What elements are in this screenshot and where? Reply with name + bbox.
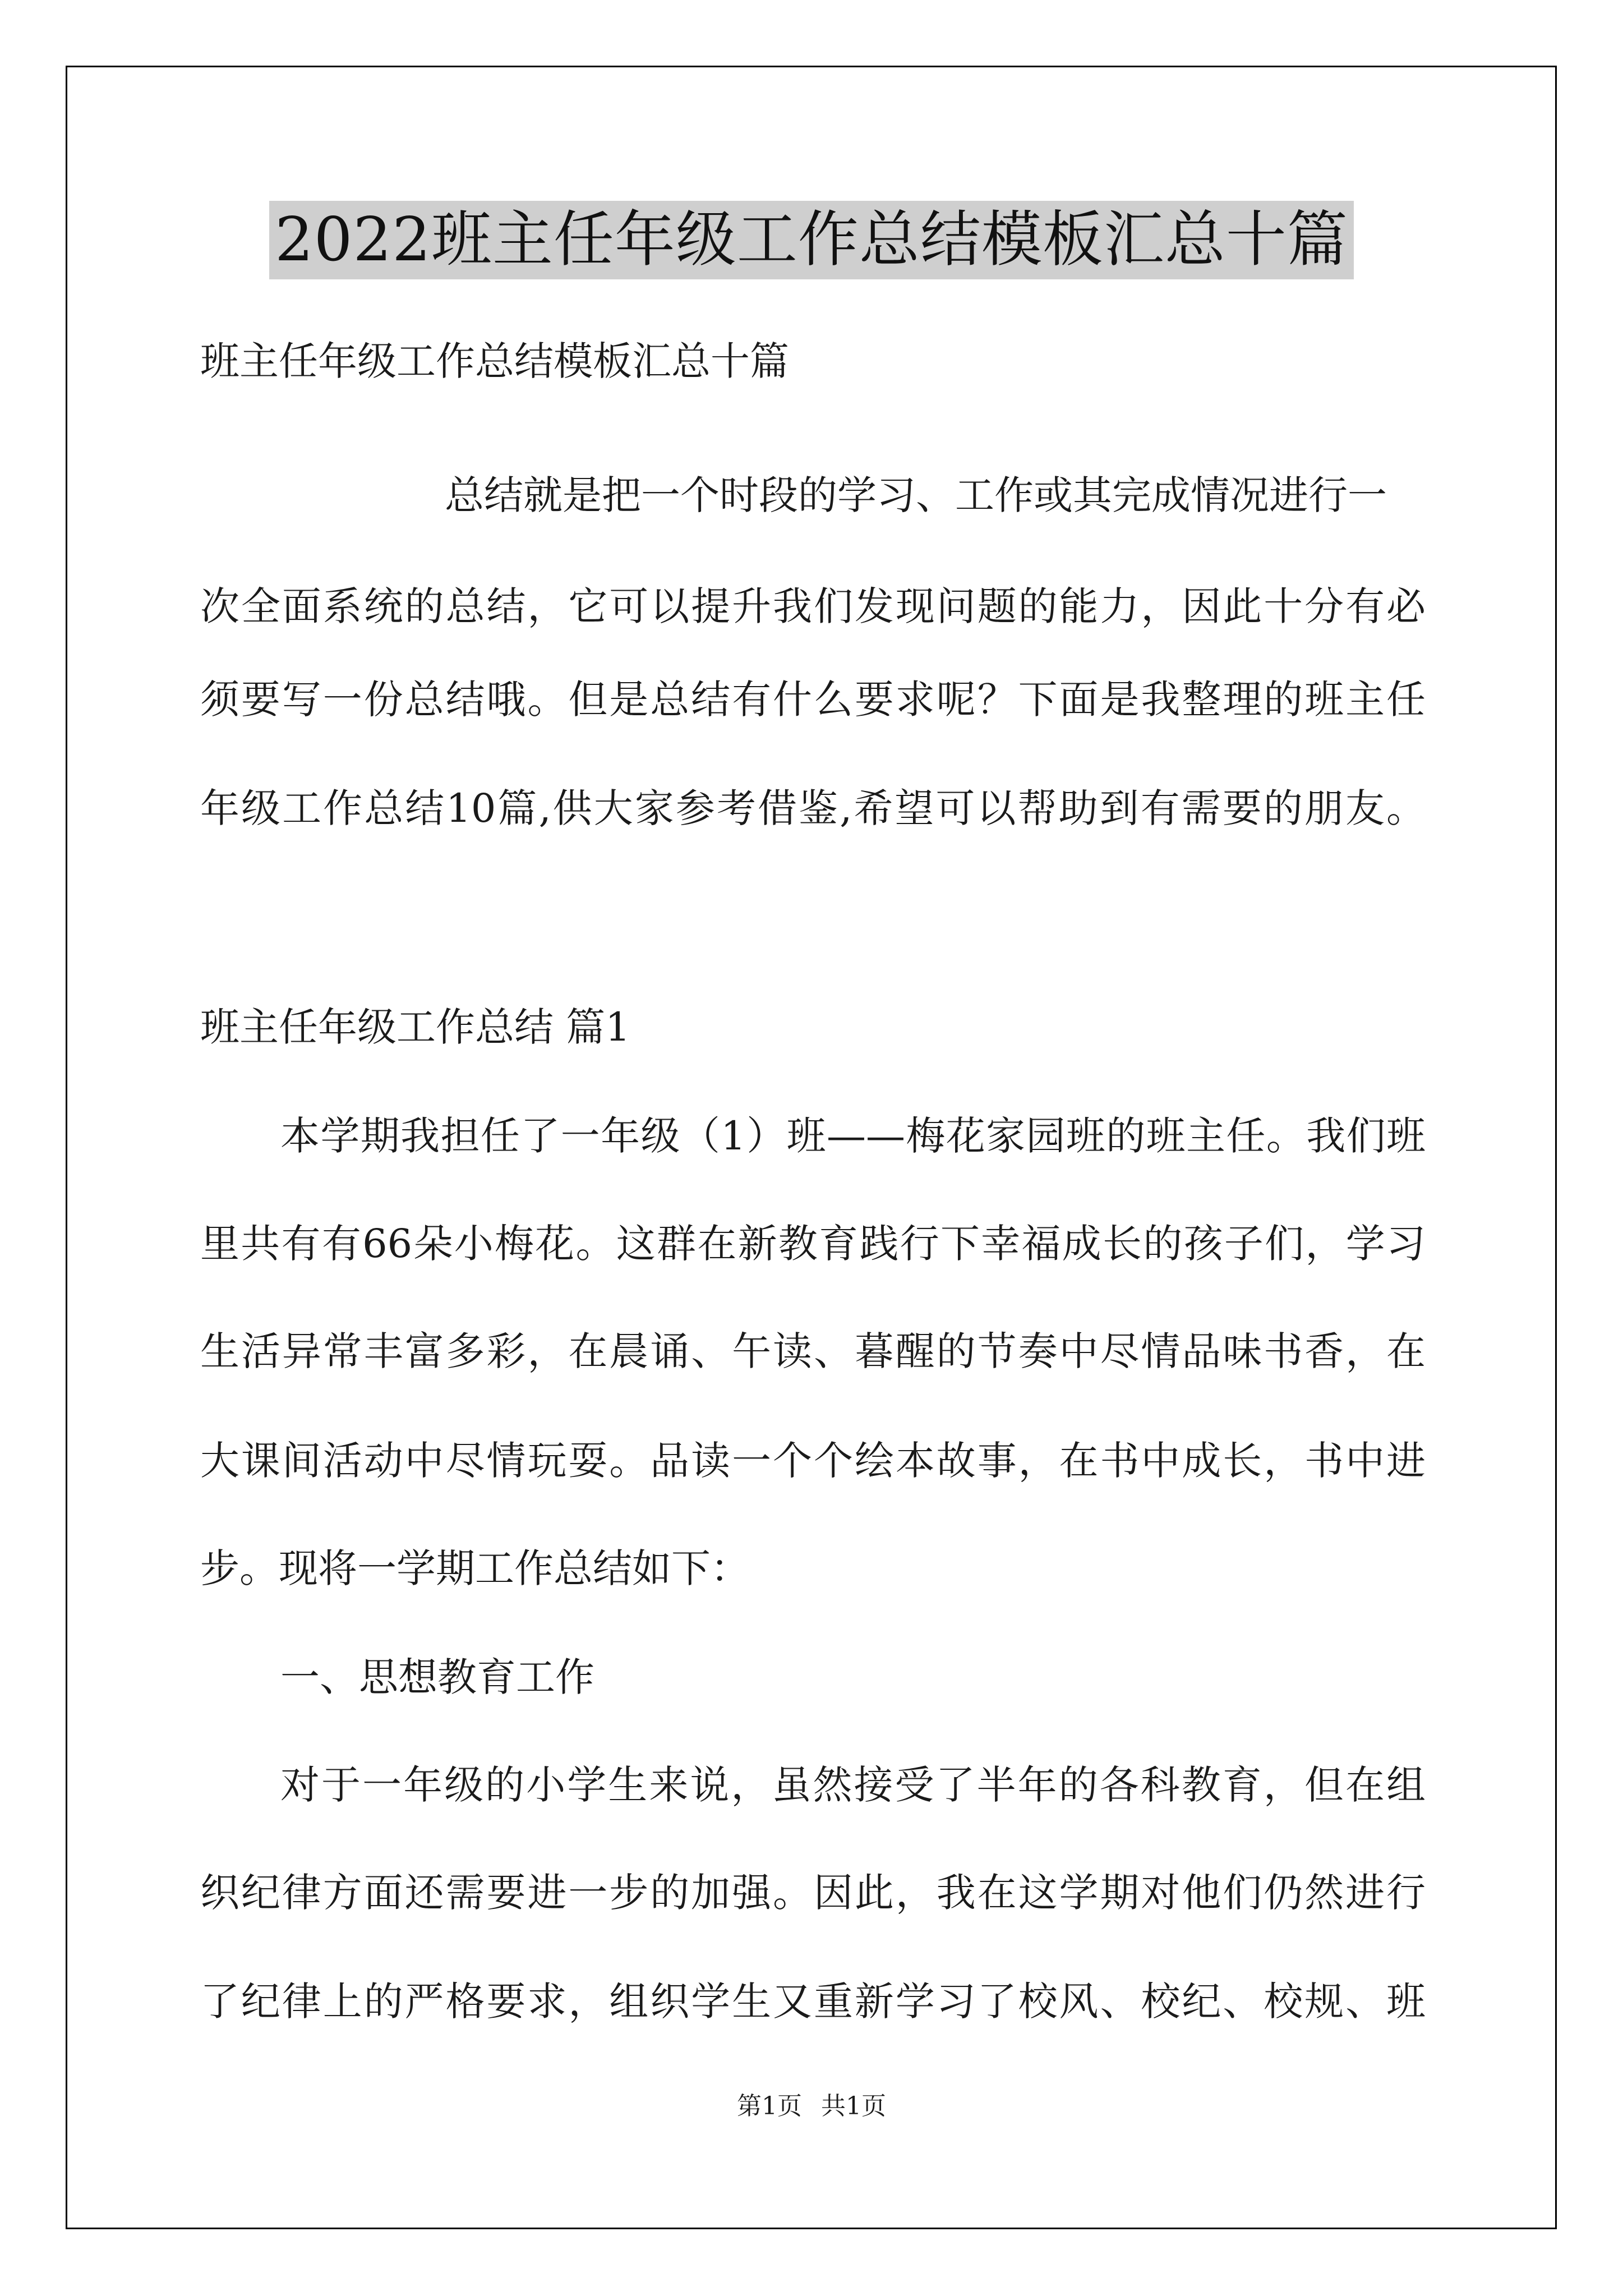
paragraph-line: 了纪律上的严格要求，组织学生又重新学习了校风、校纪、校规、班 — [200, 1978, 1426, 2024]
page-number-current: 第1页 — [737, 2092, 802, 2120]
paragraph-line: 总结就是把一个时段的学习、工作或其完成情况进行一 — [445, 472, 1387, 518]
title-container — [0, 201, 1623, 279]
subtitle-line: 班主任年级工作总结模板汇总十篇 — [200, 338, 789, 384]
page-footer — [0, 2091, 1623, 2122]
paragraph-line: 对于一年级的小学生来说，虽然接受了半年的各科教育，但在组 — [280, 1762, 1426, 1808]
paragraph-line: 里共有有66朵小梅花。这群在新教育践行下幸福成长的孩子们，学习 — [200, 1221, 1426, 1267]
paragraph-line: 步。现将一学期工作总结如下： — [200, 1545, 750, 1591]
paragraph-line: 生活异常丰富多彩，在晨诵、午读、暮醒的节奏中尽情品味书香，在 — [200, 1328, 1426, 1374]
paragraph-line: 大课间活动中尽情玩耍。品读一个个绘本故事，在书中成长，书中进 — [200, 1438, 1426, 1484]
page-number-total: 共1页 — [821, 2092, 886, 2120]
paragraph-line: 本学期我担任了一年级（1）班——梅花家园班的班主任。我们班 — [280, 1113, 1426, 1159]
subsection-heading: 一、思想教育工作 — [280, 1654, 594, 1700]
paragraph-line: 次全面系统的总结，它可以提升我们发现问题的能力，因此十分有必 — [200, 583, 1426, 629]
section-heading: 班主任年级工作总结 篇1 — [200, 1004, 630, 1050]
document-title: 2022班主任年级工作总结模板汇总十篇 — [269, 201, 1354, 279]
paragraph-line: 须要写一份总结哦。但是总结有什么要求呢？下面是我整理的班主任 — [200, 677, 1426, 723]
paragraph-line: 年级工作总结10篇,供大家参考借鉴,希望可以帮助到有需要的朋友。 — [200, 785, 1426, 831]
paragraph-line: 织纪律方面还需要进一步的加强。因此，我在这学期对他们仍然进行 — [200, 1870, 1426, 1916]
